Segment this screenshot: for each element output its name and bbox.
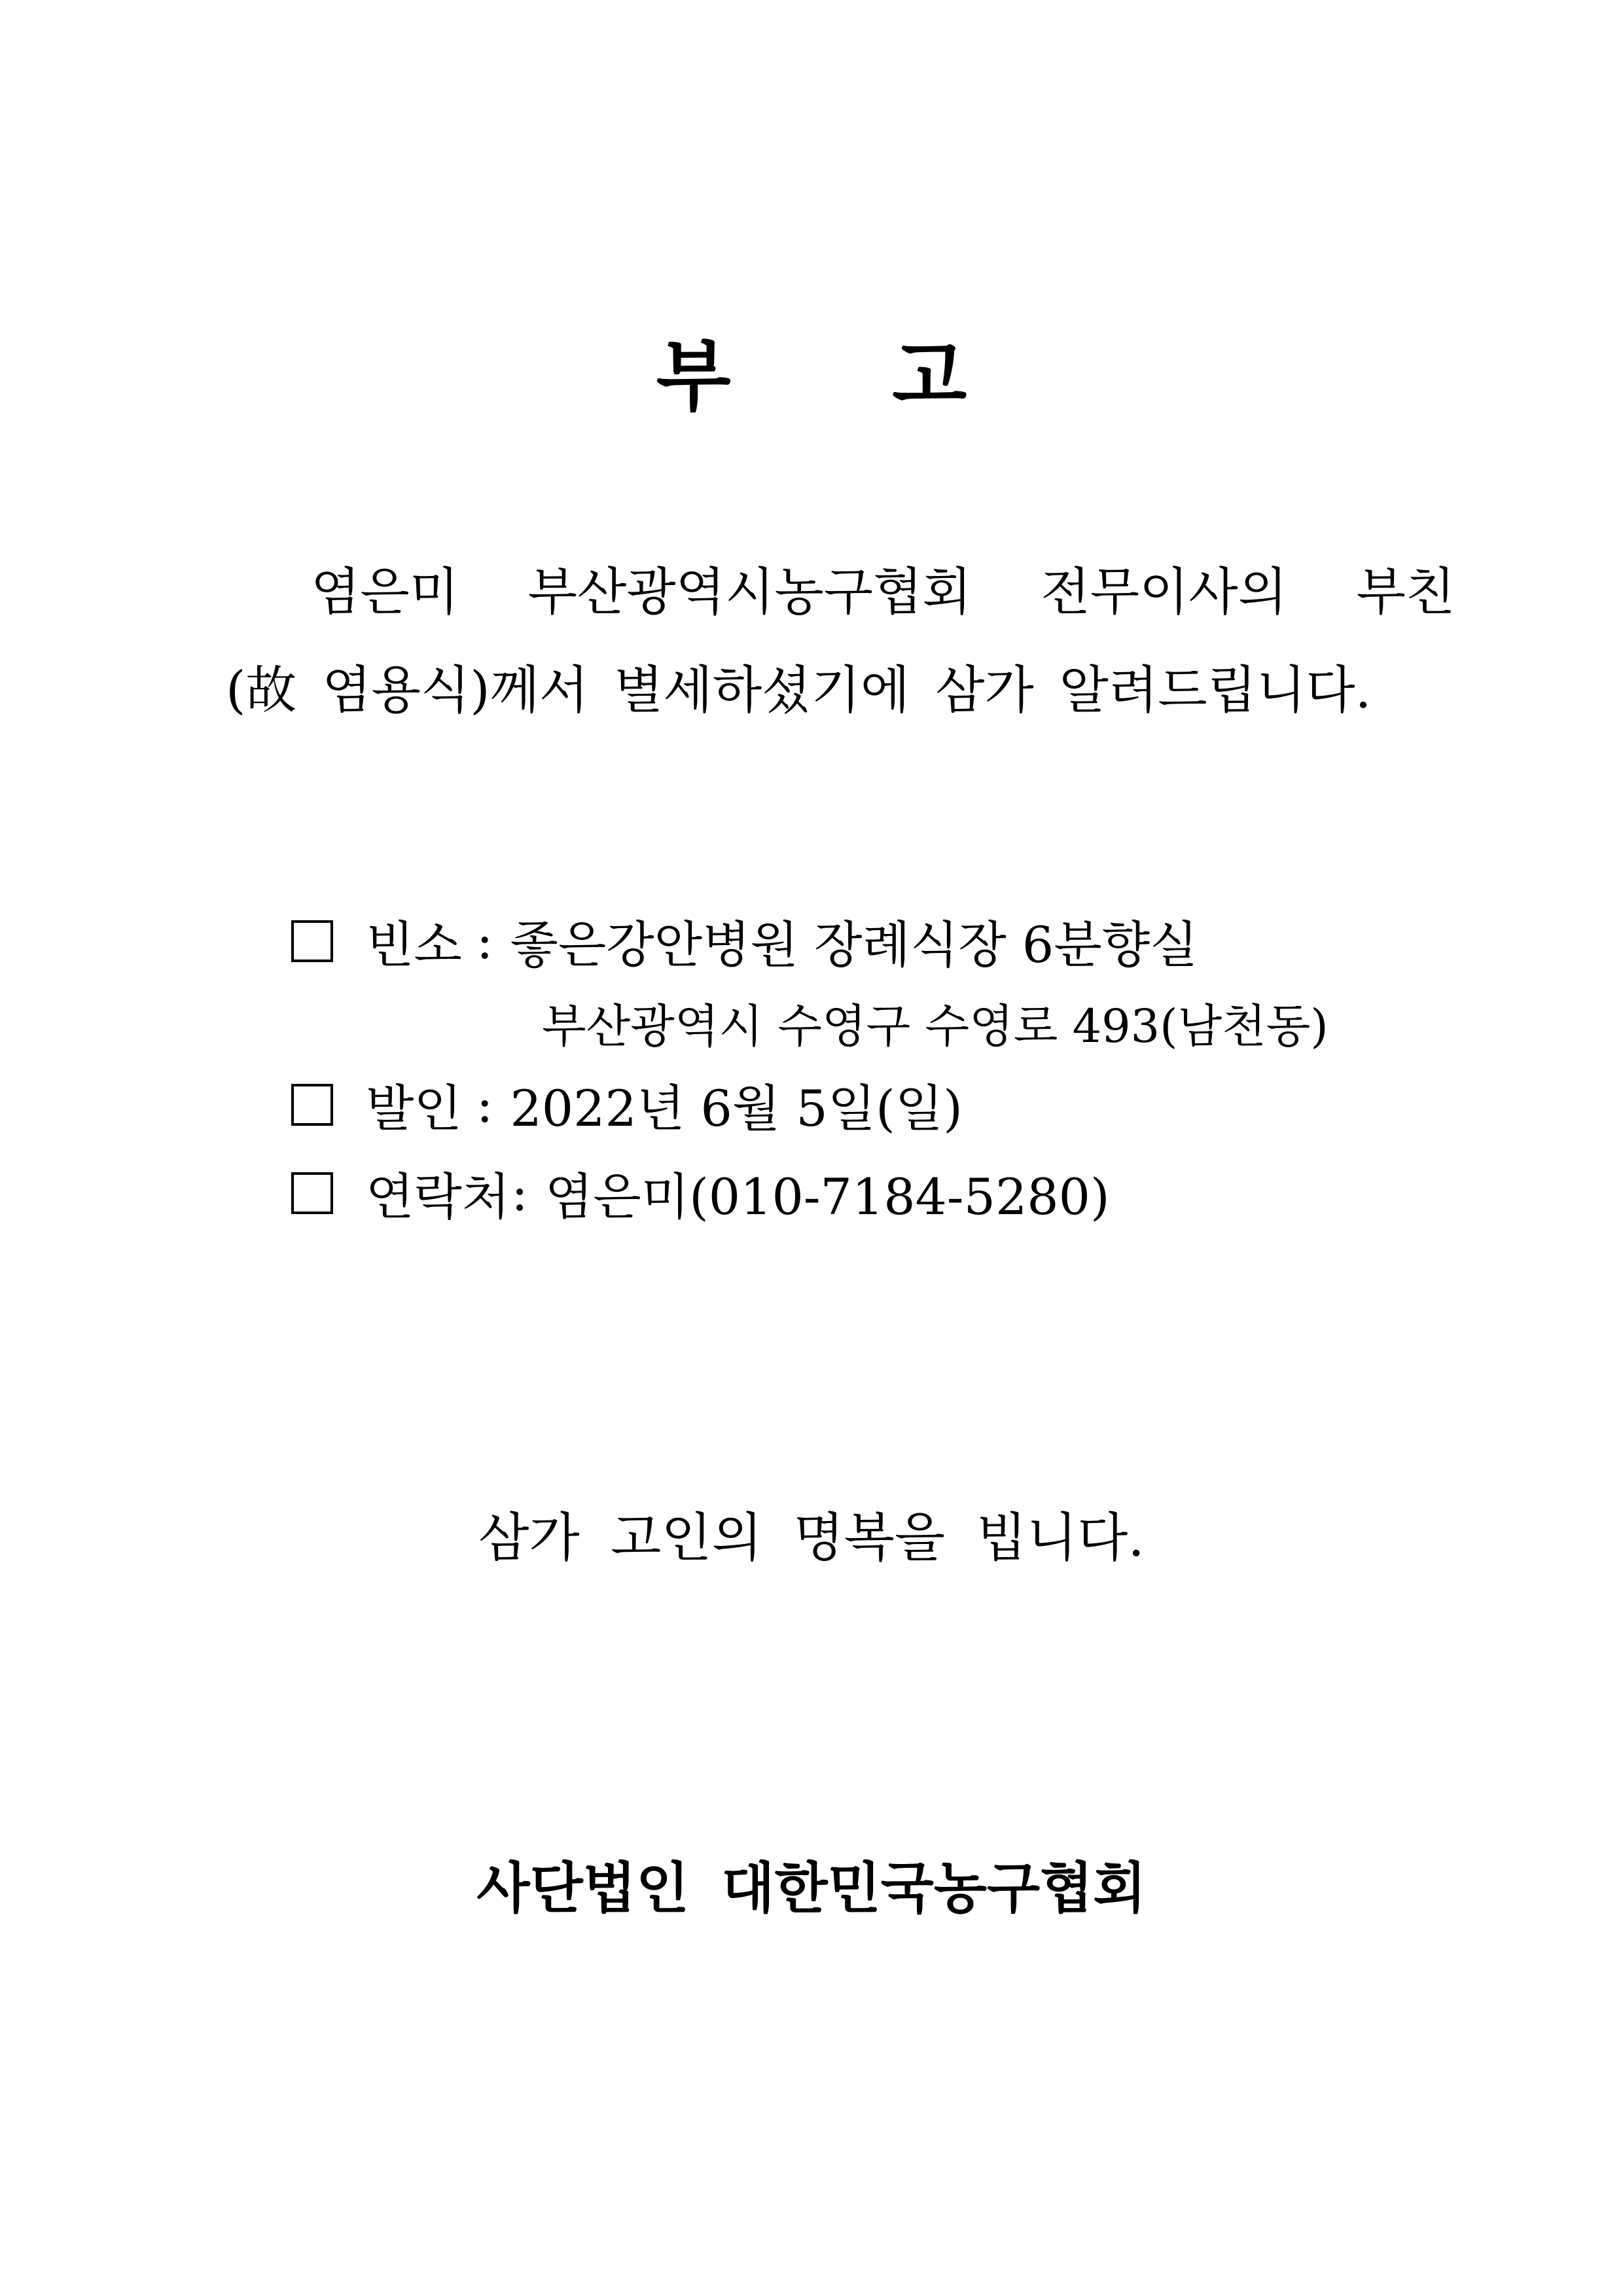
contact-value: 염은미(010-7184-5280)	[544, 1168, 1110, 1226]
contact-row	[291, 1149, 1436, 1237]
announcement-line-2: (故 염용식)께서 별세하셨기에 삼가 알려드립니다.	[226, 661, 1372, 720]
venue-label: 빈소	[366, 916, 462, 974]
venue-address-row	[291, 985, 1436, 1060]
checkbox-icon	[291, 920, 333, 962]
condolence-message: 삼가 고인의 명복을 빕니다.	[478, 1507, 1145, 1568]
departure-value: 2022년 6월 5일(일)	[510, 1079, 963, 1138]
departure-separator: :	[476, 1075, 493, 1134]
contact-label: 연락처	[366, 1168, 510, 1226]
funeral-info-list	[291, 897, 1436, 1237]
document-title: 부 고	[656, 331, 967, 422]
venue-row	[291, 897, 1436, 985]
venue-address: 부산광역시 수영구 수영로 493(남천동)	[542, 999, 1329, 1053]
venue-value: 좋은강안병원 장례식장 6분향실	[510, 916, 1198, 974]
departure-label: 발인	[366, 1079, 462, 1138]
announcement-paragraph	[226, 543, 1455, 740]
departure-row	[291, 1060, 1436, 1149]
contact-separator: :	[511, 1164, 528, 1222]
venue-separator: :	[476, 912, 493, 970]
organization-name: 사단법인 대한민국농구협회	[476, 1856, 1147, 1920]
checkbox-icon	[291, 1172, 333, 1214]
announcement-line-1: 염은미 부산광역시농구협회 전무이사의 부친	[311, 563, 1455, 622]
checkbox-icon	[291, 1084, 333, 1126]
